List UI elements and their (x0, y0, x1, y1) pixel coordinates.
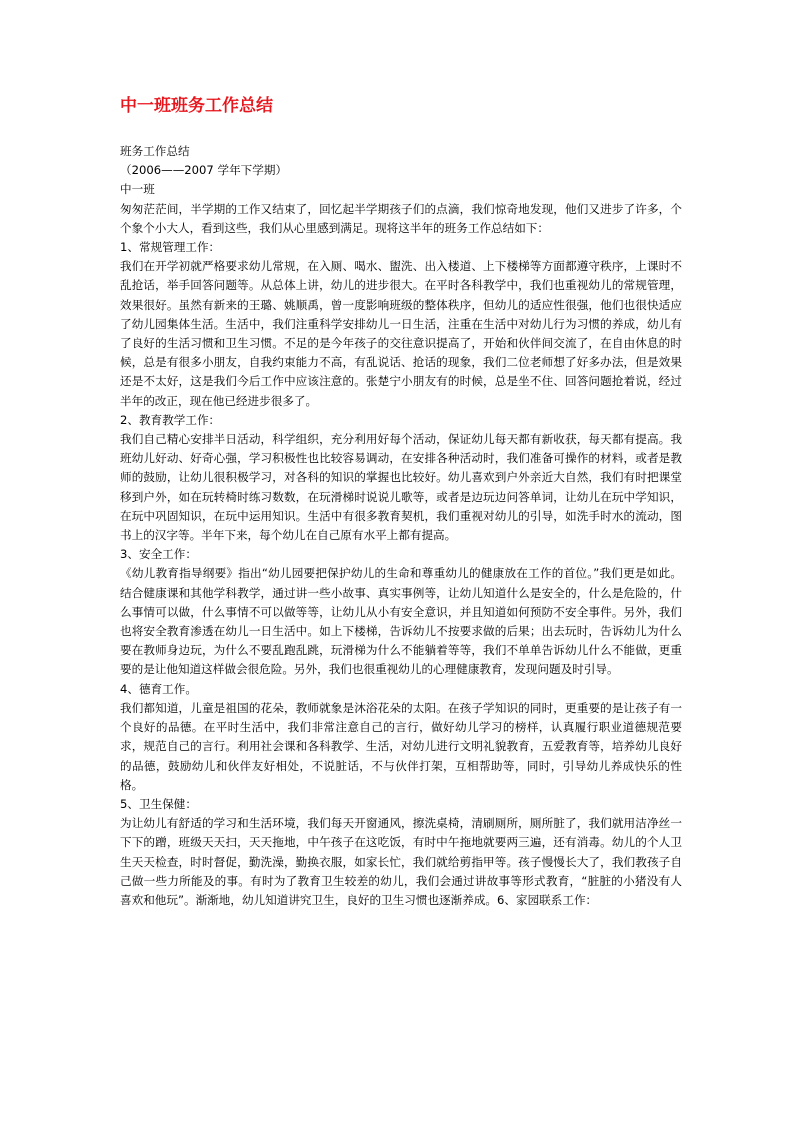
section-body-routine: 我们在开学初就严格要求幼儿常规，在入厕、喝水、盥洗、出入楼道、上下楼梯等方面都遵守秩序，上课时不乱抢话，举手回答问题等。从总体上讲，幼儿的进步很大。在平时各科教学中，我们也重视幼儿的常规管理，效果很好。虽然有新来的王璐、姚顺禹，曾一度影响班级的整体秩序，但幼儿的适应性很强，他们也很快适应了幼儿园集体生活。生活中，我们注重科学安排幼儿一日生活，注重在生活中对幼儿行为习惯的养成，幼儿有了良好的生活习惯和卫生习惯。不足的是今年孩子的交往意识提高了，开始和伙伴间交流了，在自由休息的时候，总是有很多小朋友，自我约束能力不高，有乱说话、抢话的现象，我们二位老师想了好多办法，但是效果还是不太好，这是我们今后工作中应该注意的。张楚宁小朋友有的时候，总是坐不住、回答问题抢着说，经过半年的改正，现在他已经进步很多了。 (120, 259, 682, 408)
section-body-safety: 《幼儿教育指导纲要》指出“幼儿园要把保护幼儿的生命和尊重幼儿的健康放在工作的首位。”我们更是如此。结合健康课和其他学科教学，通过讲一些小故事、真实事例等，让幼儿知道什么是安全的，什么是危险的，什么事情可以做，什么事情不可以做等等，让幼儿从小有安全意识，并且知道如何预防不安全事件。另外，我们也将安全教育渗透在幼儿一日生活中。如上下楼梯，告诉幼儿不按要求做的后果；出去玩时，告诉幼儿为什么要在教师身边玩，为什么不要乱跑乱跳，玩滑梯为什么不能躺着等等，我们不单单告诉幼儿什么不能做，更重要的是让他知道这样做会很危险。另外，我们也很重视幼儿的心理健康教育，发现问题及时引导。 (120, 566, 682, 677)
section-heading-safety: 3、安全工作： (120, 547, 197, 562)
section-heading-hygiene: 5、卫生保健： (120, 796, 197, 811)
document-page (120, 94, 682, 910)
intro-paragraph: 匆匆茫茫间，半学期的工作又结束了，回忆起半学期孩子们的点滴，我们惊奇地发现，他们又进步了许多，个个象个小大人，看到这些，我们从心里感到满足。现将这半年的班务工作总结如下： (120, 201, 682, 235)
document-title: 中一班班务工作总结 (120, 96, 273, 116)
section-body-moral: 我们都知道，儿童是祖国的花朵，教师就象是沐浴花朵的太阳。在孩子学知识的同时，更重要的是让孩子有一个良好的品德。在平时生活中，我们非常注意自己的言行，做好幼儿学习的榜样，认真履行职业道德规范要求，规范自己的言行。利用社会课和各科教学、生活，对幼儿进行文明礼貌教育，五爱教育等，培养幼儿良好的品德，鼓励幼儿和伙伴友好相处，不说脏话，不与伙伴打架，互相帮助等，同时，引导幼儿养成快乐的性格。 (120, 700, 682, 792)
term-label: （2006——2007 学年下学期） (120, 163, 288, 178)
section-body-hygiene: 为让幼儿有舒适的学习和生活环境，我们每天开窗通风，擦洗桌椅，清刷厕所，厕所脏了，我们就用洁净丝一下下的蹭，班级天天扫，天天拖地，中午孩子在这吃饭，有时中午拖地就要两三遍，还有消毒。幼儿的个人卫生天天检查，时时督促，勤洗澡，勤换衣服，如家长忙，我们就给剪指甲等。孩子慢慢长大了，我们教孩子自己做一些力所能及的事。有时为了教育卫生较差的幼儿，我们会通过讲故事等形式教育，“脏脏的小猪没有人喜欢和他玩”。渐渐地，幼儿知道讲究卫生，良好的卫生习惯也逐渐养成。6、家园联系工作： (120, 816, 682, 907)
section-heading-teaching: 2、教育教学工作： (120, 412, 221, 427)
section-heading-routine: 1、常规管理工作： (120, 240, 221, 255)
subtitle: 班务工作总结 (120, 144, 190, 158)
class-name: 中一班 (120, 182, 155, 197)
section-body-teaching: 我们自己精心安排半日活动，科学组织，充分利用好每个活动，保证幼儿每天都有新收获，每天都有提高。我班幼儿好动、好奇心强，学习积极性也比较容易调动，在安排各种活动时，我们准备可操作的材料，或者是教师的鼓励，让幼儿很积极学习，对各科的知识的掌握也比较好。幼儿喜欢到户外亲近大自然，我们有时把课堂移到户外，如在玩转椅时练习数数，在玩滑梯时说说儿歌等，或者是边玩边问答单词，让幼儿在玩中学知识，在玩中巩固知识，在玩中运用知识。生活中有很多教育契机，我们重视对幼儿的引导，如洗手时水的流动，图书上的汉字等。半年下来，每个幼儿在自己原有水平上都有提高。 (120, 432, 682, 543)
section-heading-moral: 4、德育工作。 (120, 681, 197, 696)
